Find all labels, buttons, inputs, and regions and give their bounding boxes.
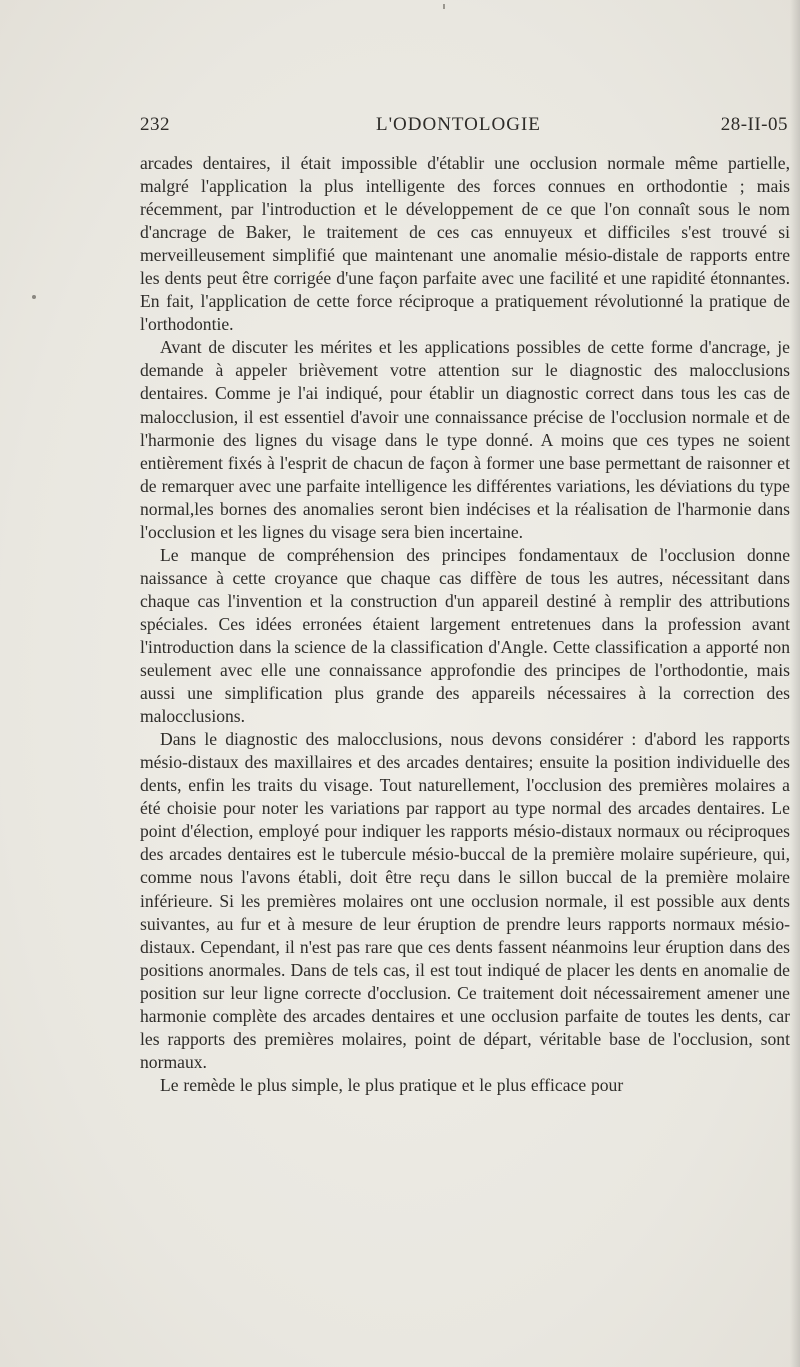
paragraph: Avant de discuter les mérites et les applications possibles de cette forme d'ancrage, je demande à appeler brièvement votre attention sur le diagnostic des malocclusions dentaires. Comme je l'ai indiqué, pour établir un diagnostic correct dans tous les cas de malocclusion, il est essentiel d'avoir une connaissance précise de l'occlusion normale et de l'harmonie des lignes du visage dans le type donné. A moins que ces types ne soient entièrement fixés à l'esprit de chacun de façon à former une base permettant de raisonner et de remarquer avec une parfaite intelligence les différentes variations, les déviations du type normal,les bornes des anomalies seront bien indécises et la réalisation de l'harmonie dans l'occlusion et les lignes du visage sera bien incertaine. <box>140 337 790 542</box>
page-edge-shadow <box>790 0 800 1367</box>
paragraph-last: Le remède le plus simple, le plus pratique et le plus efficace pour <box>160 1074 624 1095</box>
running-header <box>140 114 788 140</box>
paragraph: Dans le diagnostic des malocclusions, nous devons considérer : d'abord les rapports mésio-distaux des maxillaires et des arcades dentaires; ensuite la position individuelle des dents, enfin les traits du visage. Tout naturellement, l'occlusion des premières molaires a été choisie pour noter les variations par rapport au type normal des arcades dentaires. Le point d'élection, employé pour indiquer les rapports mésio-distaux normaux ou réciproques des arcades dentaires est le tubercule mésio-buccal de la première molaire supérieure, qui, comme nous l'avons établi, doit être reçu dans le sillon buccal de la première molaire inférieure. Si les premières molaires ont une occlusion normale, il est possible aux dents suivantes, au fur et à mesure de leur éruption de prendre leurs rapports normaux mésio-distaux. Cependant, il n'est pas rare que ces dents fassent néanmoins leur éruption dans des positions anormales. Dans de tels cas, il est tout indiqué de placer les dents en anomalie de position sur leur ligne correcte d'occlusion. Ce traitement doit nécessairement amener une harmonie complète des arcades dentaires et une occlusion parfaite de toutes les dents, car les rapports des premières molaires, point de départ, véritable base de l'occlusion, sont normaux. <box>140 729 790 1072</box>
issue-date: 28-II-05 <box>720 114 788 135</box>
page-number: 232 <box>140 114 170 135</box>
body-text <box>140 152 790 1097</box>
margin-dot <box>32 295 36 299</box>
journal-title: L'ODONTOLOGIE <box>376 114 541 135</box>
print-mark <box>443 4 445 9</box>
paragraph: Le manque de compréhension des principes fondamentaux de l'occlusion donne naissance à cette croyance que chaque cas diffère de tous les autres, nécessitant dans chaque cas l'invention et la construction d'un appareil destiné à remplir des attributions spéciales. Ces idées erronées étaient largement entretenues dans la profession avant l'introduction dans la science de la classification d'Angle. Cette classification a apporté non seulement avec elle une connaissance approfondie des principes de l'orthodontie, mais aussi une simplification plus grande des appareils nécessaires à la correction des malocclusions. <box>140 544 790 727</box>
paragraph-continued: arcades dentaires, il était impossible d'établir une occlusion normale même partielle, malgré l'application la plus intelligente des forces connues en orthodontie ; mais récemment, par l'introduction et le développement de ce que l'on connaît sous le nom d'ancrage de Baker, le traitement de ces cas ennuyeux et difficiles s'est trouvé si merveilleusement simplifié que maintenant une anomalie mésio-distale de rapports entre les dents peut être corrigée d'une façon parfaite avec une facilité et une rapidité étonnantes. En fait, l'application de cette force réciproque a pratiquement révolutionné la pratique de l'orthodontie. <box>140 153 790 335</box>
